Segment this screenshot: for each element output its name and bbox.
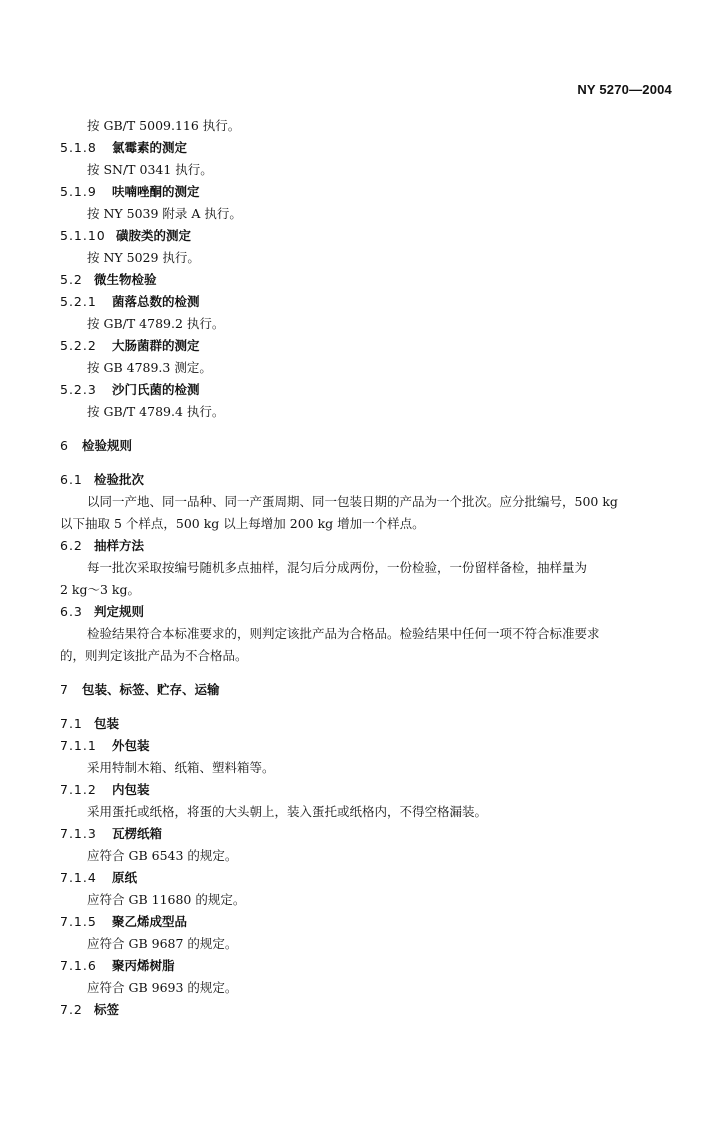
clause-title: 聚乙烯成型品 <box>112 914 188 929</box>
clause-heading-7-1-1 <box>60 735 672 757</box>
clause-text: 应符合 GB 9687 的规定。 <box>87 936 238 951</box>
section-heading-6 <box>60 435 672 457</box>
clause-heading-7-1-4 <box>60 867 672 889</box>
clause-number: 7.1.3 <box>60 826 97 841</box>
clause-number: 5.1.9 <box>60 184 97 199</box>
clause-number: 5.2.3 <box>60 382 97 397</box>
section-spacer <box>60 457 672 469</box>
clause-title: 瓦楞纸箱 <box>112 826 163 841</box>
clause-number: 5.1.10 <box>60 228 106 243</box>
clause-heading-7-1-6 <box>60 955 672 977</box>
paragraph-line: 以下抽取 5 个样点，500 kg 以上每增加 200 kg 增加一个样点。 <box>60 516 425 531</box>
clause-heading-5-1-9 <box>60 181 672 203</box>
clause-heading-5-1-8 <box>60 137 672 159</box>
clause-title: 磺胺类的测定 <box>116 228 192 243</box>
clause-title: 抽样方法 <box>94 538 145 553</box>
clause-number: 5.2.2 <box>60 338 97 353</box>
clause-number: 5.2 <box>60 272 83 287</box>
clause-number: 7.2 <box>60 1002 83 1017</box>
clause-text: 按 SN/T 0341 执行。 <box>87 162 213 177</box>
clause-text: 按 GB/T 5009.116 执行。 <box>87 118 241 133</box>
clause-number: 5.1.8 <box>60 140 97 155</box>
clause-text: 按 GB/T 4789.2 执行。 <box>87 316 225 331</box>
clause-number: 6.2 <box>60 538 83 553</box>
clause-heading-6-2 <box>60 535 672 557</box>
clause-text: 应符合 GB 9693 的规定。 <box>87 980 238 995</box>
clause-title: 大肠菌群的测定 <box>112 338 200 353</box>
paragraph-line: 的，则判定该批产品为不合格品。 <box>60 648 248 663</box>
clause-text: 采用蛋托或纸格，将蛋的大头朝上，装入蛋托或纸格内，不得空格漏装。 <box>87 804 488 819</box>
paragraph-line: 检验结果符合本标准要求的，则判定该批产品为合格品。检验结果中任何一项不符合标准要求 <box>87 626 600 641</box>
clause-heading-7-2 <box>60 999 672 1021</box>
clause-heading-6-1 <box>60 469 672 491</box>
clause-number: 7.1.6 <box>60 958 97 973</box>
clause-title: 包装 <box>94 716 120 731</box>
clause-text: 按 GB 4789.3 测定。 <box>87 360 212 375</box>
clause-title: 判定规则 <box>94 604 145 619</box>
clause-title: 沙门氏菌的检测 <box>112 382 200 397</box>
clause-heading-5-1-10 <box>60 225 672 247</box>
section-number: 7 <box>60 682 69 697</box>
clause-number: 6.1 <box>60 472 83 487</box>
section-spacer <box>60 667 672 679</box>
section-spacer <box>60 423 672 435</box>
section-title: 包装、标签、贮存、运输 <box>82 682 220 697</box>
clause-title: 标签 <box>94 1002 120 1017</box>
clause-text: 采用特制木箱、纸箱、塑料箱等。 <box>87 760 275 775</box>
paragraph-line: 每一批次采取按编号随机多点抽样，混匀后分成两份，一份检验，一份留样备检，抽样量为 <box>87 560 588 575</box>
clause-number: 5.2.1 <box>60 294 97 309</box>
clause-title: 内包装 <box>112 782 150 797</box>
clause-heading-5-2-1 <box>60 291 672 313</box>
clause-heading-7-1 <box>60 713 672 735</box>
clause-heading-6-3 <box>60 601 672 623</box>
clause-title: 氯霉素的测定 <box>112 140 188 155</box>
clause-number: 7.1.2 <box>60 782 97 797</box>
document-body <box>60 115 672 1021</box>
clause-heading-5-2 <box>60 269 672 291</box>
clause-number: 7.1.4 <box>60 870 97 885</box>
clause-heading-7-1-3 <box>60 823 672 845</box>
clause-text: 应符合 GB 11680 的规定。 <box>87 892 246 907</box>
paragraph-line: 以同一产地、同一品种、同一产蛋周期、同一包装日期的产品为一个批次。应分批编号，500 kg <box>87 494 618 509</box>
clause-number: 7.1 <box>60 716 83 731</box>
clause-number: 6.3 <box>60 604 83 619</box>
section-title: 检验规则 <box>82 438 133 453</box>
clause-title: 外包装 <box>112 738 150 753</box>
clause-title: 检验批次 <box>94 472 145 487</box>
clause-title: 呋喃唑酮的测定 <box>112 184 200 199</box>
paragraph-line: 2 kg～3 kg。 <box>60 582 141 597</box>
clause-number: 7.1.5 <box>60 914 97 929</box>
clause-heading-7-1-5 <box>60 911 672 933</box>
clause-number: 7.1.1 <box>60 738 97 753</box>
clause-text: 按 GB/T 4789.4 执行。 <box>87 404 225 419</box>
clause-text: 按 NY 5029 执行。 <box>87 250 200 265</box>
clause-text: 应符合 GB 6543 的规定。 <box>87 848 238 863</box>
clause-heading-5-2-3 <box>60 379 672 401</box>
section-heading-7 <box>60 679 672 701</box>
clause-heading-7-1-2 <box>60 779 672 801</box>
clause-title: 微生物检验 <box>94 272 157 287</box>
clause-title: 原纸 <box>112 870 138 885</box>
clause-title: 聚丙烯树脂 <box>112 958 175 973</box>
standard-number-header: NY 5270—2004 <box>577 82 672 97</box>
clause-title: 菌落总数的检测 <box>112 294 200 309</box>
clause-heading-5-2-2 <box>60 335 672 357</box>
section-spacer <box>60 701 672 713</box>
section-number: 6 <box>60 438 69 453</box>
clause-text: 按 NY 5039 附录 A 执行。 <box>87 206 242 221</box>
